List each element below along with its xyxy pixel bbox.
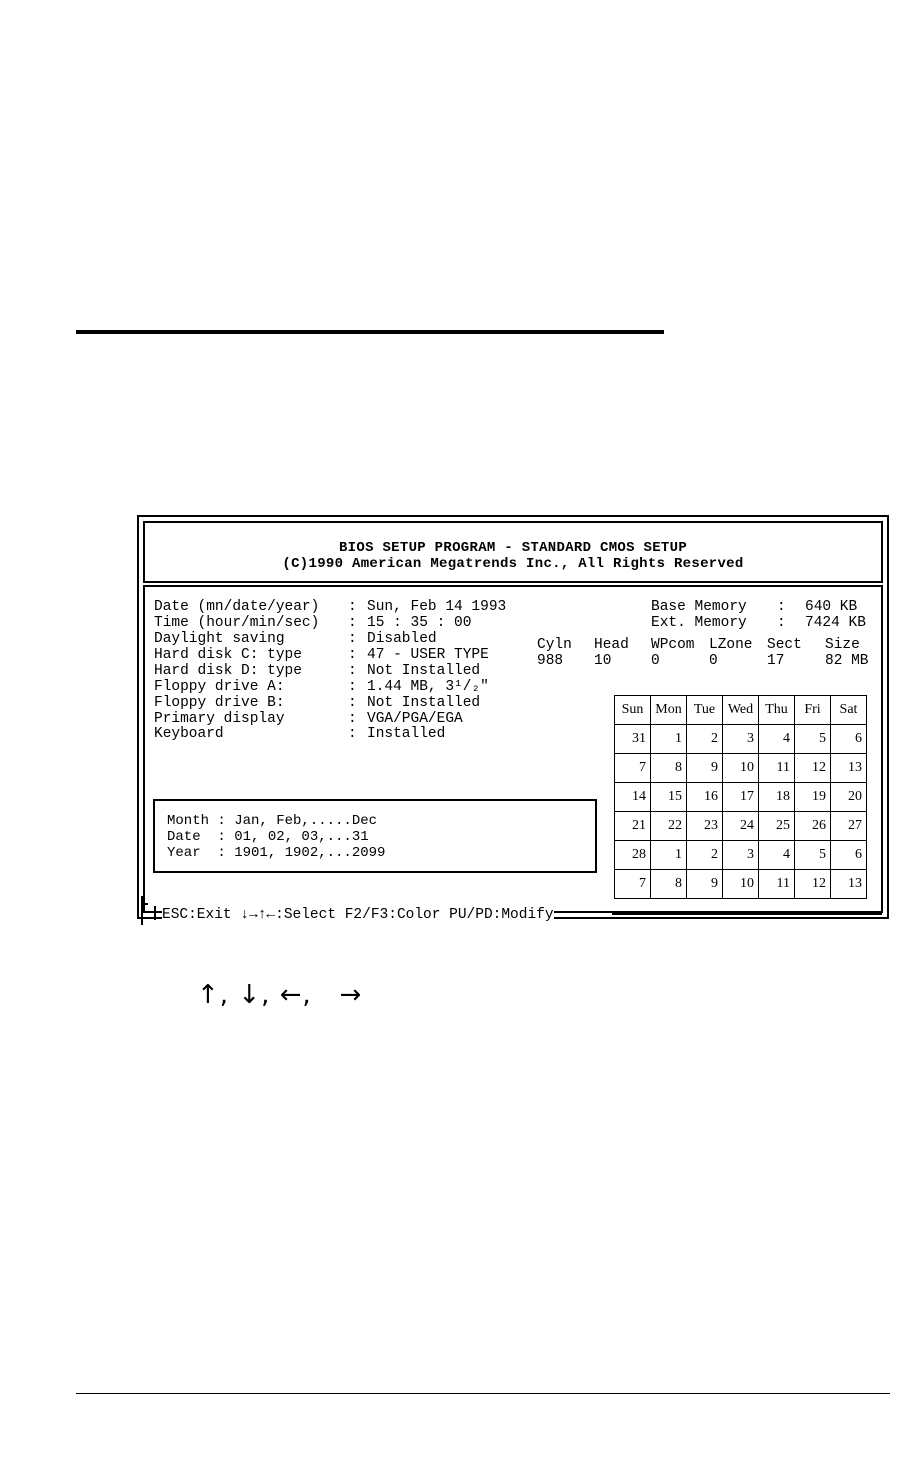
field-sep: : — [348, 631, 357, 647]
key-help-footer: ESC:Exit ↓→↑←:Select F2/F3:Color PU/PD:Modify — [162, 907, 554, 923]
calendar-day[interactable]: 1 — [651, 725, 687, 754]
calendar-day[interactable]: 2 — [687, 841, 723, 870]
calendar-day[interactable]: 9 — [687, 754, 723, 783]
calendar-day[interactable]: 6 — [831, 841, 867, 870]
field-sep: : — [348, 695, 357, 711]
bios-title: BIOS SETUP PROGRAM - STANDARD CMOS SETUP — [338, 540, 688, 556]
footer-rule — [612, 913, 882, 915]
calendar-day[interactable]: 8 — [651, 754, 687, 783]
field-value-floppy-a[interactable]: 1.44 MB, 3¹/₂" — [367, 679, 489, 695]
calendar-day[interactable]: 22 — [651, 812, 687, 841]
calendar-day-header: Mon — [651, 696, 687, 725]
field-value-display[interactable]: VGA/PGA/EGA — [367, 711, 463, 727]
field-label-date: Date (mn/date/year) — [154, 599, 320, 615]
calendar-day[interactable]: 1 — [651, 841, 687, 870]
memory-sep: : — [777, 615, 786, 631]
calendar-day[interactable]: 10 — [723, 754, 759, 783]
geom-value-size: 82 MB — [825, 653, 869, 669]
field-label-hdd-c: Hard disk C: type — [154, 647, 302, 663]
geom-header-wpcom: WPcom — [651, 637, 695, 653]
field-value-floppy-b[interactable]: Not Installed — [367, 695, 481, 711]
calendar-day[interactable]: 5 — [795, 725, 831, 754]
calendar-day[interactable]: 7 — [615, 870, 651, 899]
calendar-day[interactable]: 11 — [759, 870, 795, 899]
calendar-day[interactable]: 3 — [723, 841, 759, 870]
base-memory-label: Base Memory — [651, 599, 747, 615]
ext-memory-value: 7424 KB — [805, 615, 866, 631]
calendar-day[interactable]: 3 — [723, 725, 759, 754]
calendar-day[interactable]: 31 — [615, 725, 651, 754]
calendar-week — [615, 841, 867, 870]
calendar-day[interactable]: 12 — [795, 870, 831, 899]
help-month: Month : Jan, Feb,.....Dec — [167, 813, 378, 829]
bios-copyright: (C)1990 American Megatrends Inc., All Rights Reserved — [282, 556, 744, 572]
field-label-hdd-d: Hard disk D: type — [154, 663, 302, 679]
calendar-day-header: Wed — [723, 696, 759, 725]
calendar-day[interactable]: 15 — [651, 783, 687, 812]
field-value-hdd-d[interactable]: Not Installed — [367, 663, 481, 679]
ext-memory-label: Ext. Memory — [651, 615, 747, 631]
calendar-day[interactable]: 25 — [759, 812, 795, 841]
arrow-keys-caption: ↑, ↓, ←, → — [197, 980, 363, 1010]
calendar-day[interactable]: 5 — [795, 841, 831, 870]
field-value-daylight[interactable]: Disabled — [367, 631, 437, 647]
calendar-day[interactable]: 10 — [723, 870, 759, 899]
field-sep: : — [348, 679, 357, 695]
calendar-day-header: Fri — [795, 696, 831, 725]
calendar-week — [615, 754, 867, 783]
field-sep: : — [348, 647, 357, 663]
calendar-day[interactable]: 11 — [759, 754, 795, 783]
field-label-time: Time (hour/min/sec) — [154, 615, 320, 631]
field-label-floppy-a: Floppy drive A: — [154, 679, 285, 695]
footer-corner — [141, 903, 148, 905]
calendar-day[interactable]: 20 — [831, 783, 867, 812]
help-box — [153, 799, 597, 873]
field-sep: : — [348, 711, 357, 727]
bios-header — [143, 521, 883, 583]
footer-corner — [154, 906, 156, 920]
calendar-day[interactable]: 18 — [759, 783, 795, 812]
bottom-rule — [76, 1393, 890, 1394]
calendar-day[interactable]: 14 — [615, 783, 651, 812]
calendar — [614, 695, 867, 899]
field-value-date[interactable]: Sun, Feb 14 1993 — [367, 599, 507, 615]
field-label-display: Primary display — [154, 711, 285, 727]
calendar-day[interactable]: 19 — [795, 783, 831, 812]
calendar-week — [615, 725, 867, 754]
calendar-day[interactable]: 26 — [795, 812, 831, 841]
calendar-day-header: Sat — [831, 696, 867, 725]
geom-value-head: 10 — [594, 653, 612, 669]
calendar-day-header: Tue — [687, 696, 723, 725]
geom-value-cyln: 988 — [537, 653, 564, 669]
calendar-day[interactable]: 2 — [687, 725, 723, 754]
field-sep: : — [348, 599, 357, 615]
geom-header-cyln: Cyln — [537, 637, 572, 653]
calendar-day[interactable]: 8 — [651, 870, 687, 899]
calendar-day[interactable]: 24 — [723, 812, 759, 841]
calendar-day[interactable]: 27 — [831, 812, 867, 841]
field-value-hdd-c[interactable]: 47 - USER TYPE — [367, 647, 489, 663]
calendar-week — [615, 812, 867, 841]
geom-header-lzone: LZone — [709, 637, 753, 653]
calendar-day[interactable]: 21 — [615, 812, 651, 841]
calendar-day-header: Sun — [615, 696, 651, 725]
field-value-time[interactable]: 15 : 35 : 00 — [367, 615, 472, 631]
field-sep: : — [348, 615, 357, 631]
help-date: Date : 01, 02, 03,...31 — [167, 829, 369, 845]
geom-value-wpcom: 0 — [651, 653, 660, 669]
geom-header-size: Size — [825, 637, 860, 653]
geom-value-lzone: 0 — [709, 653, 718, 669]
calendar-day[interactable]: 6 — [831, 725, 867, 754]
calendar-day[interactable]: 12 — [795, 754, 831, 783]
help-year: Year : 1901, 1902,...2099 — [167, 845, 386, 861]
field-label-keyboard: Keyboard — [154, 726, 224, 742]
calendar-day[interactable]: 4 — [759, 725, 795, 754]
calendar-day[interactable]: 16 — [687, 783, 723, 812]
memory-sep: : — [777, 599, 786, 615]
calendar-day[interactable]: 9 — [687, 870, 723, 899]
geom-value-sect: 17 — [767, 653, 785, 669]
calendar-day-header: Thu — [759, 696, 795, 725]
field-value-keyboard[interactable]: Installed — [367, 726, 446, 742]
field-label-floppy-b: Floppy drive B: — [154, 695, 285, 711]
top-rule — [76, 330, 664, 334]
calendar-day[interactable]: 7 — [615, 754, 651, 783]
base-memory-value: 640 KB — [805, 599, 858, 615]
geom-header-head: Head — [594, 637, 629, 653]
footer-corner — [141, 896, 143, 925]
calendar-day[interactable]: 28 — [615, 841, 651, 870]
calendar-day[interactable]: 13 — [831, 754, 867, 783]
calendar-header-row — [615, 696, 867, 725]
calendar-day[interactable]: 17 — [723, 783, 759, 812]
calendar-day[interactable]: 13 — [831, 870, 867, 899]
calendar-day[interactable]: 23 — [687, 812, 723, 841]
calendar-week — [615, 783, 867, 812]
geom-header-sect: Sect — [767, 637, 802, 653]
field-label-daylight: Daylight saving — [154, 631, 285, 647]
calendar-week — [615, 870, 867, 899]
field-sep: : — [348, 726, 357, 742]
field-sep: : — [348, 663, 357, 679]
calendar-day[interactable]: 4 — [759, 841, 795, 870]
